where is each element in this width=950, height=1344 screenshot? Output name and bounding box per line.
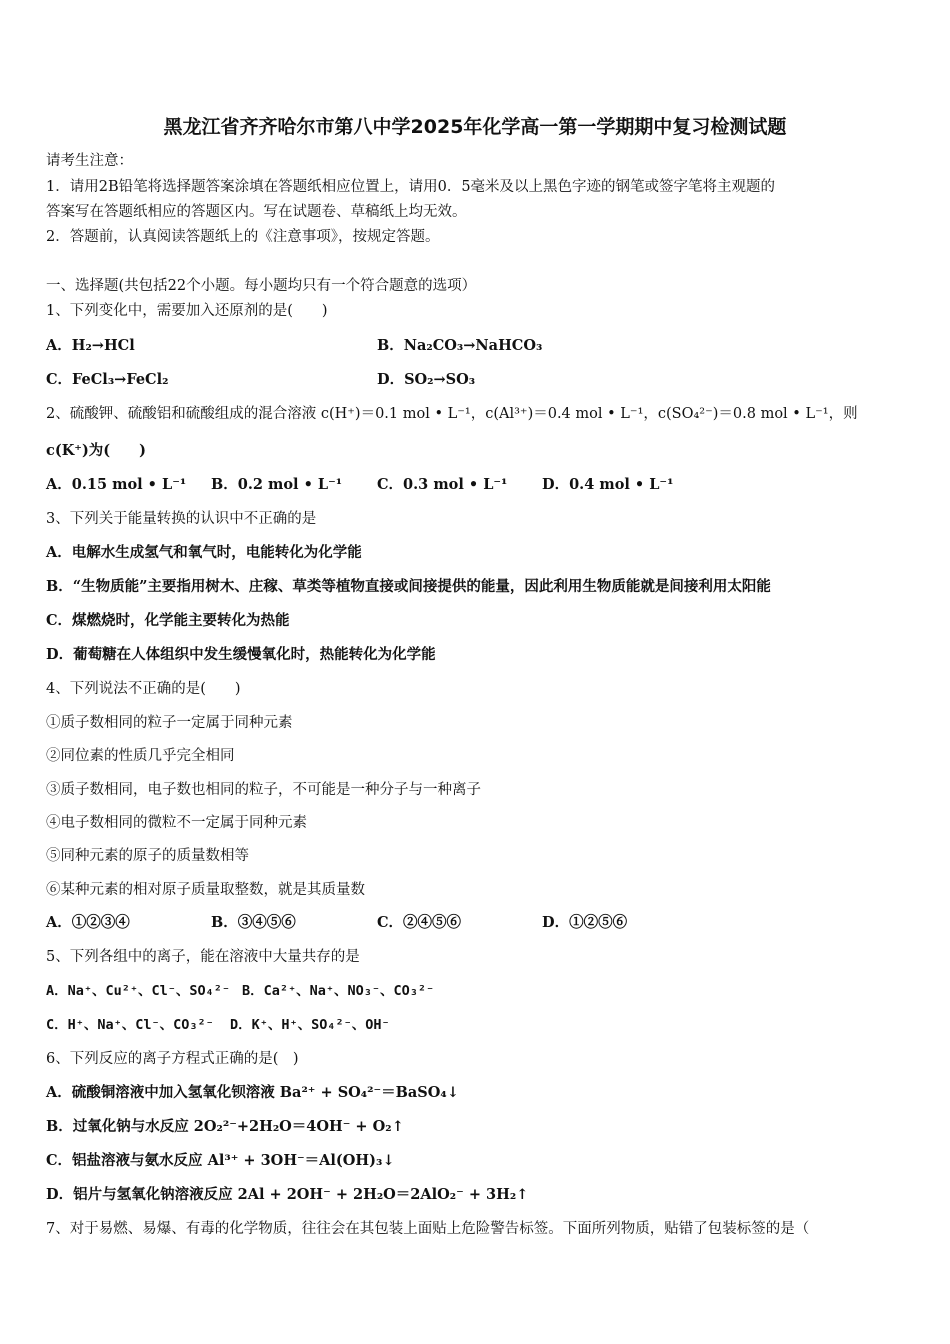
question-3-option-a: A．电解水生成氢气和氧气时，电能转化为化学能 [46,544,362,561]
question-5-option-a: A．Na⁺、Cu²⁺、Cl⁻、SO₄²⁻ [46,983,231,999]
question-1-option-d: D．SO₂→SO₃ [377,371,476,388]
question-5-option-b: B．Ca²⁺、Na⁺、NO₃⁻、CO₃²⁻ [242,983,435,999]
question-4-option-b: B．③④⑤⑥ [211,914,296,931]
notice-line-2: 答案写在答题纸相应的答题区内。写在试题卷、草稿纸上均无效。 [46,204,467,220]
question-3-option-d: D．葡萄糖在人体组织中发生缓慢氧化时，热能转化为化学能 [46,646,436,663]
question-4-statement-5: ⑤同种元素的原子的质量数相等 [46,848,249,864]
question-2-option-b: B．0.2 mol • L⁻¹ [211,476,343,493]
question-6-option-b: B．过氧化钠与水反应 2O₂²⁻+2H₂O＝4OH⁻ + O₂↑ [46,1118,404,1135]
notice-line-1: 1．请用2B铅笔将选择题答案涂填在答题纸相应位置上，请用0．5毫米及以上黑色字迹的钢笔或签字笔将主观题的 [46,179,776,195]
notice-heading: 请考生注意： [46,153,133,169]
question-5-stem: 5、下列各组中的离子，能在溶液中大量共存的是 [46,949,360,965]
question-2-option-d: D．0.4 mol • L⁻¹ [542,476,674,493]
question-3-option-c: C．煤燃烧时，化学能主要转化为热能 [46,612,290,629]
question-4-option-a: A．①②③④ [46,914,130,931]
question-1-option-b: B．Na₂CO₃→NaHCO₃ [377,337,543,354]
question-2-stem-continued: c(K⁺)为( ) [46,442,147,459]
question-5-option-d: D．K⁺、H⁺、SO₄²⁻、OH⁻ [230,1017,390,1033]
question-1-stem: 1、下列变化中，需要加入还原剂的是( ) [46,303,328,319]
question-4-option-d: D．①②⑤⑥ [542,914,628,931]
section-heading: 一、选择题(共包括22个小题。每小题均只有一个符合题意的选项） [46,278,477,294]
question-1-option-a: A．H₂→HCl [46,337,135,354]
page-title: 黑龙江省齐齐哈尔市第八中学2025年化学高一第一学期期中复习检测试题 [163,116,787,138]
question-4-stem: 4、下列说法不正确的是( ) [46,681,241,697]
question-4-statement-3: ③质子数相同，电子数也相同的粒子，不可能是一种分子与一种离子 [46,782,481,798]
question-4-statement-1: ①质子数相同的粒子一定属于同种元素 [46,715,293,731]
question-6-stem: 6、下列反应的离子方程式正确的是( ) [46,1051,299,1067]
question-4-statement-6: ⑥某种元素的相对原子质量取整数，就是其质量数 [46,882,365,898]
question-3-stem: 3、下列关于能量转换的认识中不正确的是 [46,511,317,527]
question-4-option-c: C．②④⑤⑥ [377,914,462,931]
question-2-option-a: A．0.15 mol • L⁻¹ [46,476,187,493]
question-5-option-c: C．H⁺、Na⁺、Cl⁻、CO₃²⁻ [46,1017,214,1033]
question-4-statement-4: ④电子数相同的微粒不一定属于同种元素 [46,815,307,831]
notice-line-3: 2．答题前，认真阅读答题纸上的《注意事项》，按规定答题。 [46,229,440,245]
question-6-option-a: A．硫酸铜溶液中加入氢氧化钡溶液 Ba²⁺ + SO₄²⁻＝BaSO₄↓ [46,1084,459,1101]
question-2-stem: 2、硫酸钾、硫酸铝和硫酸组成的混合溶液 c(H⁺)＝0.1 mol • L⁻¹，c(Al³⁺)＝0.4 mol • L⁻¹，c(SO₄²⁻)＝0.8 mol • L⁻¹，则 [46,406,858,422]
question-7-stem: 7、对于易燃、易爆、有毒的化学物质，往往会在其包装上面贴上危险警告标签。下面所列物质，贴错了包装标签的是（ [46,1221,810,1237]
question-4-statement-2: ②同位素的性质几乎完全相同 [46,748,235,764]
question-6-option-d: D．铝片与氢氧化钠溶液反应 2Al + 2OH⁻ + 2H₂O＝2AlO₂⁻ + 3H₂↑ [46,1186,529,1203]
question-6-option-c: C．铝盐溶液与氨水反应 Al³⁺ + 3OH⁻＝Al(OH)₃↓ [46,1152,395,1169]
question-3-option-b: B．“生物质能”主要指用树木、庄稼、草类等植物直接或间接提供的能量，因此利用生物质能就是间接利用太阳能 [46,578,771,595]
question-2-option-c: C．0.3 mol • L⁻¹ [377,476,508,493]
question-1-option-c: C．FeCl₃→FeCl₂ [46,371,169,388]
